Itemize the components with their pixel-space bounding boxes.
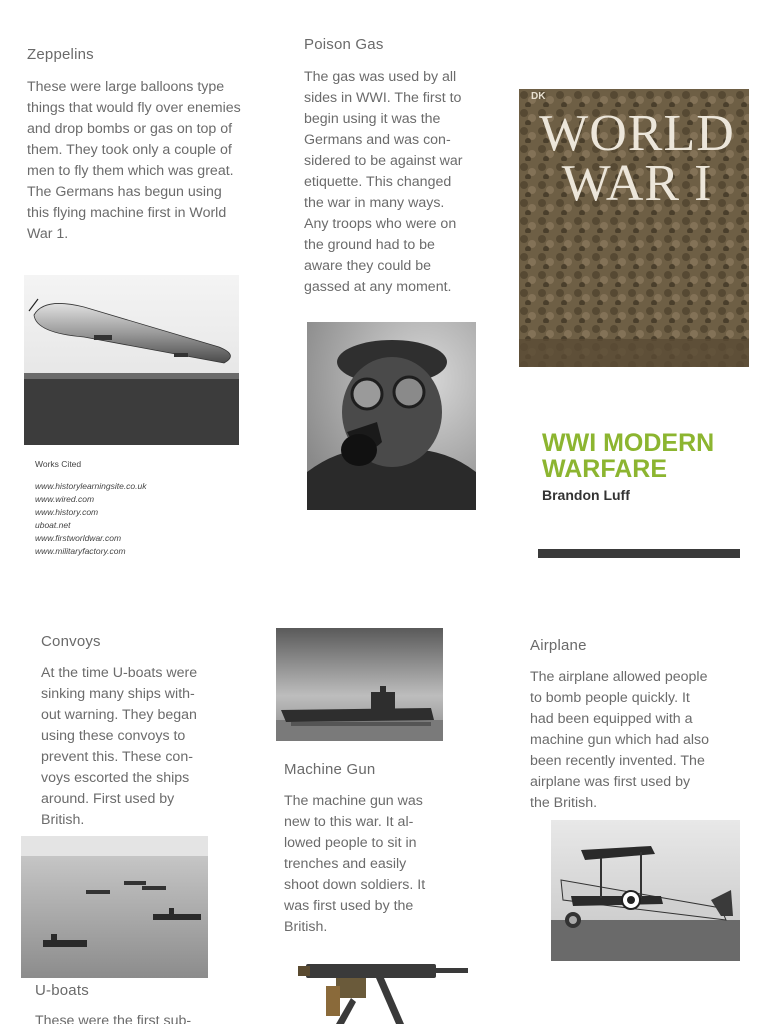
biplane-photo — [551, 820, 740, 961]
uboats-heading: U-boats — [35, 982, 89, 999]
convoys-heading: Convoys — [41, 633, 101, 650]
publisher-logo: DK — [531, 91, 546, 102]
convoy-ships-photo — [21, 836, 208, 978]
airplane-heading: Airplane — [530, 637, 587, 654]
works-cited-source[interactable]: www.wired.com — [35, 494, 95, 504]
convoys-body: At the time U-boats were sinking many ships with- out warning. They began using these convoys to prevent this. These con- voys escorted the ships around. First used by British. — [41, 665, 198, 828]
works-cited-source[interactable]: www.firstworldwar.com — [35, 533, 122, 543]
poison-gas-body: The gas was used by all sides in WWI. The first to begin using it was the Germans and was con- sidered to be against war etiquette. This changed the war in many ways. Any troops who were on the ground had to be aware they could be gassed at any moment. — [304, 69, 463, 295]
machine-gun-body: The machine gun was new to this war. It al- lowed people to sit in trenches and easily shoot down soldiers. It was first used by the British. — [284, 793, 426, 935]
uboats-body: These were the first sub- — [35, 1013, 192, 1024]
machine-gun-heading: Machine Gun — [284, 761, 376, 778]
poison-gas-heading: Poison Gas — [304, 36, 384, 53]
zeppelin-photo — [24, 275, 239, 445]
works-cited-title: Works Cited — [35, 459, 82, 469]
works-cited-source[interactable]: uboat.net — [35, 520, 71, 530]
gas-mask-soldier-photo — [307, 322, 476, 510]
works-cited-source[interactable]: www.historylearningsite.co.uk — [35, 481, 147, 491]
author-name: Brandon Luff — [542, 487, 630, 503]
book-cover-title-line2: WAR I — [561, 155, 713, 212]
works-cited-list — [35, 480, 147, 558]
airplane-body: The airplane allowed people to bomb people quickly. It had been equipped with a machine gun which had also been recently invented. The airplane was first used by the British. — [530, 669, 710, 811]
submarine-photo — [276, 628, 443, 741]
brochure-title: WWI MODERN WARFARE — [542, 429, 715, 483]
zeppelins-heading: Zeppelins — [27, 46, 94, 63]
works-cited-source[interactable]: www.militaryfactory.com — [35, 546, 126, 556]
works-cited-source[interactable]: www.history.com — [35, 507, 99, 517]
machine-gun-photo — [296, 958, 471, 1024]
divider-bar — [538, 549, 740, 558]
zeppelins-body: These were large balloons type things that would fly over enemies and drop bombs or gas on top of them. They took only a couple of men to fly them which was great. The Germans has begun using this flying machine first in World War 1. — [27, 79, 241, 242]
book-cover-title-line1: WORLD — [539, 105, 735, 162]
